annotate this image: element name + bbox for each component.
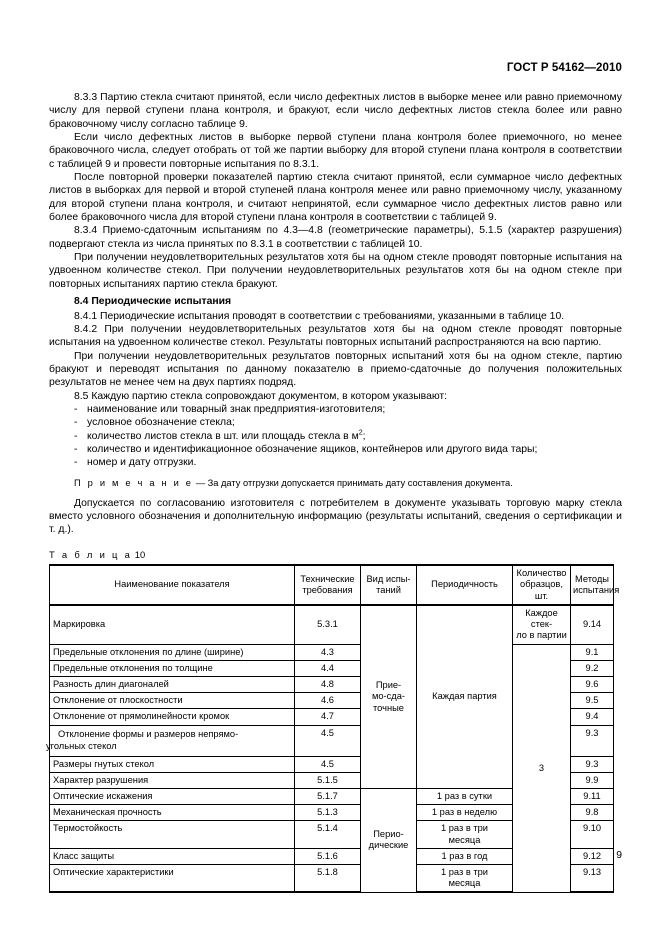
list-item-designation — [49, 416, 622, 429]
cell-test-method: 9.2 — [571, 660, 614, 676]
list-item-packaging — [49, 443, 622, 456]
cell-quantity-three: 3 — [513, 644, 571, 892]
periodicity-line-2: месяца — [448, 878, 481, 889]
list-item-text: номер и дату отгрузки. — [87, 457, 197, 469]
paragraph-recheck: После повторной проверки показателей партию стекла считают принятой, если суммарное число дефектных листов в выборках для первой и второй ступеней плана контроля менее или равно приемочному числу, указанному для второй ступени плана контроля, и считают непринятой, если суммарное число дефектных листов равно или более браковочного числа для второй ступени плана контроля в соответствии с таблицей 9. — [49, 172, 622, 224]
table-caption — [49, 549, 145, 560]
test-type-line-1: Перио- — [373, 829, 404, 840]
header-line-1: Технические — [300, 573, 355, 584]
cell-test-method: 9.4 — [571, 709, 614, 725]
cell-periodicity — [417, 821, 513, 848]
note-text: — За дату отгрузки допускается принимать дату составления документа. — [193, 477, 513, 488]
cell-indicator-name: Отклонение от плоскостности — [50, 693, 295, 709]
cell-technical-requirement: 4.5 — [295, 725, 361, 756]
cell-test-method: 9.8 — [571, 805, 614, 821]
cell-technical-requirement: 4.5 — [295, 756, 361, 772]
heading-8-4: 8.4 Периодические испытания — [74, 295, 232, 307]
paragraph-8-4-2: 8.4.2 При получении неудовлетворительных результатов хотя бы на одном стекле проводят повторные испытания на удвоенном количестве стекол. Результаты повторных испытаний распространяются на всю партию. — [49, 323, 622, 349]
cell-technical-requirement: 4.8 — [295, 677, 361, 693]
cell-indicator-name: Размеры гнутых стекол — [50, 756, 295, 772]
cell-periodicity: 1 раз в год — [417, 848, 513, 864]
list-item-text: количество и идентификационное обозначение ящиков, контейнеров или другого вида тары; — [87, 443, 538, 455]
column-header-test-methods — [571, 565, 620, 605]
table-row — [50, 644, 614, 660]
list-item-shipment — [49, 456, 622, 469]
cell-indicator-name: Характер разрушения — [50, 772, 295, 788]
quantity-line-2: ло в партии — [516, 630, 567, 641]
document-standard-header: ГОСТ Р 54162—2010 — [506, 62, 622, 74]
paragraph-second-stage: Если число дефектных листов в выборке первой ступени плана контроля более приемочного, но менее браковочного числа, следует отобрать от той же партии выборку для второй ступени плана контроля в соответствии с таблицей 9 и провести повторные испытания по 8.3.1. — [49, 132, 622, 170]
cell-technical-requirement: 5.1.5 — [295, 772, 361, 788]
note-label: П р и м е ч а н и е — [74, 477, 194, 488]
cell-test-method: 9.10 — [571, 821, 614, 848]
cell-indicator-name: Оптические искажения — [50, 789, 295, 805]
column-header-indicator-name: Наименование показателя — [50, 565, 295, 605]
list-item-manufacturer — [49, 403, 622, 416]
cell-indicator-name: Маркировка — [50, 605, 295, 644]
header-line-1: Вид испы- — [366, 573, 411, 584]
bullet-dash-icon: - — [74, 443, 78, 455]
note-paragraph — [49, 477, 622, 490]
column-header-test-type — [361, 565, 417, 605]
header-line-2: таний — [376, 585, 401, 595]
periodicity-line-1: 1 раз в три — [441, 867, 488, 878]
cell-indicator-name: Оптические характеристики — [50, 865, 295, 893]
test-type-line-1: Прие- — [375, 680, 402, 691]
cell-periodicity-each-batch: Каждая партия — [417, 605, 513, 789]
cell-name-line-2: угольных стекол — [46, 740, 117, 751]
quantity-line-1: Каждое стек- — [525, 608, 558, 630]
cell-periodicity: 1 раз в сутки — [417, 789, 513, 805]
cell-indicator-name: Термостойкость — [50, 821, 295, 848]
cell-indicator-name: Предельные отклонения по длине (ширине) — [50, 644, 295, 660]
cell-technical-requirement: 5.1.7 — [295, 789, 361, 805]
bullet-dash-icon: - — [74, 403, 78, 415]
header-line-2: испытания — [573, 585, 620, 595]
cell-technical-requirement: 4.6 — [295, 693, 361, 709]
list-item-text: количество листов стекла в шт. или площадь стекла в м — [87, 430, 359, 442]
cell-indicator-name: Отклонение от прямолинейности кромок — [50, 709, 295, 725]
header-line-2: требования — [302, 585, 353, 595]
paragraph-repeat-failure: При получении неудовлетворительных результатов повторных испытаний хотя бы на одном стекле, партию бракуют и переводят испытания по данному показателю в приемо-сдаточные до получения положительных результатов не менее чем на двух партиях подряд. — [49, 350, 622, 389]
cell-quantity-each-sheet — [513, 605, 571, 644]
cell-test-method: 9.9 — [571, 772, 614, 788]
paragraph-unsatisfactory-results: При получении неудовлетворительных результатов хотя бы на одном стекле проводят повторные испытания на удвоенном количестве стекол. При получении неудовлетворительных результатов хотя бы на одном стекле при повторных испытаниях партию стекла бракуют. — [49, 252, 622, 290]
list-item-text-tail: ; — [362, 430, 366, 442]
cell-technical-requirement: 5.1.3 — [295, 805, 361, 821]
cell-technical-requirement: 5.3.1 — [295, 605, 361, 644]
paragraph-8-4-1: 8.4.1 Периодические испытания проводят в соответствии с требованиями, указанными в таблице 10. — [74, 310, 565, 322]
table-caption-label: Т а б л и ц а — [49, 549, 133, 560]
table-row — [50, 605, 614, 644]
cell-indicator-name: Класс защиты — [50, 848, 295, 864]
cell-test-method: 9.5 — [571, 693, 614, 709]
cell-test-method: 9.1 — [571, 644, 614, 660]
cell-indicator-name: Механическая прочность — [50, 805, 295, 821]
table-header-row — [50, 565, 614, 605]
cell-technical-requirement: 4.4 — [295, 660, 361, 676]
header-line-2: образцов, шт. — [520, 579, 563, 601]
cell-test-method: 9.12 — [571, 848, 614, 864]
cell-technical-requirement: 5.1.8 — [295, 865, 361, 893]
cell-test-type-acceptance — [361, 605, 417, 789]
test-type-line-2: дические — [368, 840, 409, 851]
cell-indicator-name — [46, 725, 295, 756]
paragraph-trademark-allowance: Допускается по согласованию изготовителя с потребителем в документе указывать торговую марку стекла вместо условного обозначения и дополнительную информацию (результаты испытаний, сведения о сертификации и т. д.). — [49, 497, 622, 536]
header-line-1: Количество — [516, 568, 567, 579]
document-body — [49, 91, 622, 537]
table-caption-number: 10 — [134, 549, 146, 560]
periodicity-line-1: 1 раз в три — [441, 823, 488, 834]
cell-technical-requirement: 5.1.6 — [295, 848, 361, 864]
list-item-text: условное обозначение стекла; — [87, 417, 235, 429]
list-item-text: наименование или товарный знак предприятия-изготовителя; — [87, 403, 386, 415]
cell-technical-requirement: 4.7 — [295, 709, 361, 725]
page-number: 9 — [616, 850, 622, 861]
cell-test-type-periodic — [361, 789, 417, 893]
superscript-square: 2 — [358, 429, 363, 437]
cell-indicator-name: Предельные отклонения по толщине — [50, 660, 295, 676]
column-header-technical-requirements — [295, 565, 361, 605]
cell-periodicity — [417, 865, 513, 893]
cell-test-method: 9.13 — [571, 865, 614, 893]
bullet-dash-icon: - — [74, 417, 78, 429]
periodicity-line-2: месяца — [448, 834, 481, 845]
cell-test-method: 9.14 — [571, 605, 614, 644]
cell-technical-requirement: 5.1.4 — [295, 821, 361, 848]
test-type-line-3: точные — [373, 702, 404, 713]
column-header-periodicity: Периодичность — [417, 565, 513, 605]
paragraph-8-5: 8.5 Каждую партию стекла сопровождают документом, в котором указывают: — [74, 390, 448, 402]
cell-periodicity: 1 раз в неделю — [417, 805, 513, 821]
cell-technical-requirement: 4.3 — [295, 644, 361, 660]
cell-indicator-name: Разность длин диагоналей — [50, 677, 295, 693]
paragraph-8-3-3: 8.3.3 Партию стекла считают принятой, если число дефектных листов в выборке менее или равно приемочному числу для первой ступени плана контроля, и бракуют, если число дефектных листов стекла более или равно браковочному числу согласно таблице 9. — [49, 92, 622, 130]
bullet-dash-icon: - — [74, 457, 78, 469]
bullet-dash-icon: - — [74, 430, 78, 442]
cell-name-line-1: Отклонение формы и размеров непрямо- — [58, 729, 239, 740]
cell-test-method: 9.3 — [571, 756, 614, 772]
table-10 — [46, 564, 620, 893]
list-item-quantity-area — [49, 430, 622, 443]
paragraph-8-3-4: 8.3.4 Приемо-сдаточным испытаниям по 4.3—4.8 (геометрические параметры), 5.1.5 (характер разрушения) подвергают стекла из числа принятых по 8.3.1 в соответствии с таблицей 10. — [49, 225, 622, 250]
cell-test-method: 9.6 — [571, 677, 614, 693]
cell-test-method: 9.11 — [571, 789, 614, 805]
column-header-sample-quantity — [513, 565, 571, 605]
header-line-1: Методы — [575, 573, 609, 584]
test-type-line-2: мо-сда- — [372, 691, 405, 702]
cell-test-method: 9.3 — [571, 725, 614, 756]
